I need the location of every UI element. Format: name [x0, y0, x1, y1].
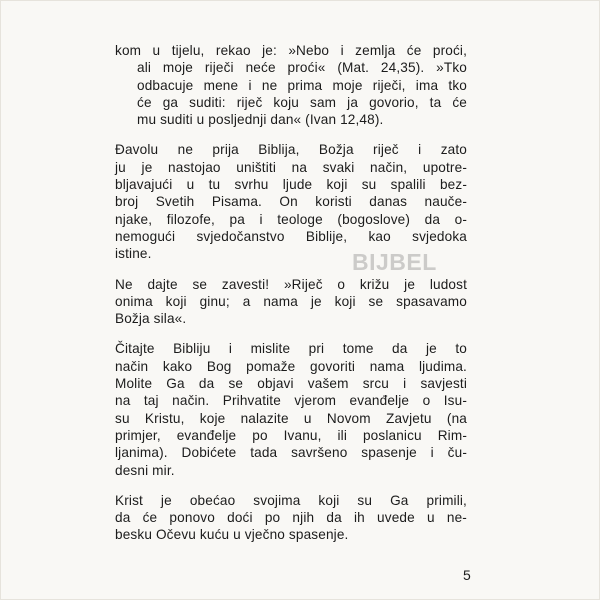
text-line: na taj način. Prihvatite vjerom evanđelje o Isu-	[115, 393, 467, 409]
watermark-logo: BIJBEL	[352, 249, 437, 275]
paragraph-2	[115, 141, 467, 262]
text-line: način kako Bog pomaže govoriti nama ljudima.	[115, 358, 467, 374]
text-line: ljanima). Dobićete tada savršeno spasenje i ču-	[115, 445, 467, 461]
text-line: onima koji ginu; a nama je koji se spasavamo	[115, 293, 467, 309]
text-line: Krist je obećao svojima koji su Ga primili,	[115, 492, 467, 508]
paragraph-3	[115, 276, 467, 328]
text-line: istine.	[115, 246, 152, 262]
text-line: Ne dajte se zavesti! »Riječ o križu je ludost	[115, 276, 467, 292]
text-line: Čitajte Bibliju i mislite pri tome da je to	[115, 341, 467, 357]
page-number: 5	[463, 567, 471, 583]
text-line: Đavolu ne prija Biblija, Božja riječ i zato	[115, 142, 467, 158]
text-line: Molite Ga da se objavi vašem srcu i savjesti	[115, 376, 467, 392]
text-line: ali moje riječi neće proći« (Mat. 24,35). »Tko	[137, 60, 467, 76]
paragraph-1	[115, 42, 467, 128]
text-line: nemogući svjedočanstvo Biblije, kao svjedoka	[115, 228, 467, 244]
text-line: ju je nastojao uništiti na svaki način, upotre-	[115, 159, 467, 175]
paragraph-5	[115, 492, 467, 544]
text-line: desni mir.	[115, 462, 175, 478]
text-line: bljavajući u tu svrhu ljude koji su spalili bez-	[115, 177, 467, 193]
text-line: primjer, evanđelje po Ivanu, ili poslanicu Rim-	[115, 427, 467, 443]
text-line: odbacuje mene i ne prima moje riječi, ima tko	[137, 77, 467, 93]
text-line: su Kristu, koje nalazite u Novom Zavjetu (na	[115, 410, 467, 426]
text-line: će ga suditi: riječ koju sam ja govorio, ta će	[137, 94, 467, 110]
text-line: besku Očevu kuću u vječno spasenje.	[115, 527, 349, 543]
paragraph-4	[115, 340, 467, 478]
text-line: da će ponovo doći po njih da ih uvede u ne-	[115, 510, 467, 526]
text-line: Božja sila«.	[115, 311, 187, 327]
text-line: njake, filozofe, pa i teologe (bogoslove) da o-	[115, 211, 467, 227]
text-line: broj Svetih Pisama. On koristi danas naučе-	[115, 194, 467, 210]
text-line: mu suditi u posljednji dan« (Ivan 12,48).	[137, 112, 384, 128]
text-line: kom u tijelu, rekao je: »Nebo i zemlja će proći,	[115, 43, 467, 58]
body-text	[115, 42, 467, 557]
